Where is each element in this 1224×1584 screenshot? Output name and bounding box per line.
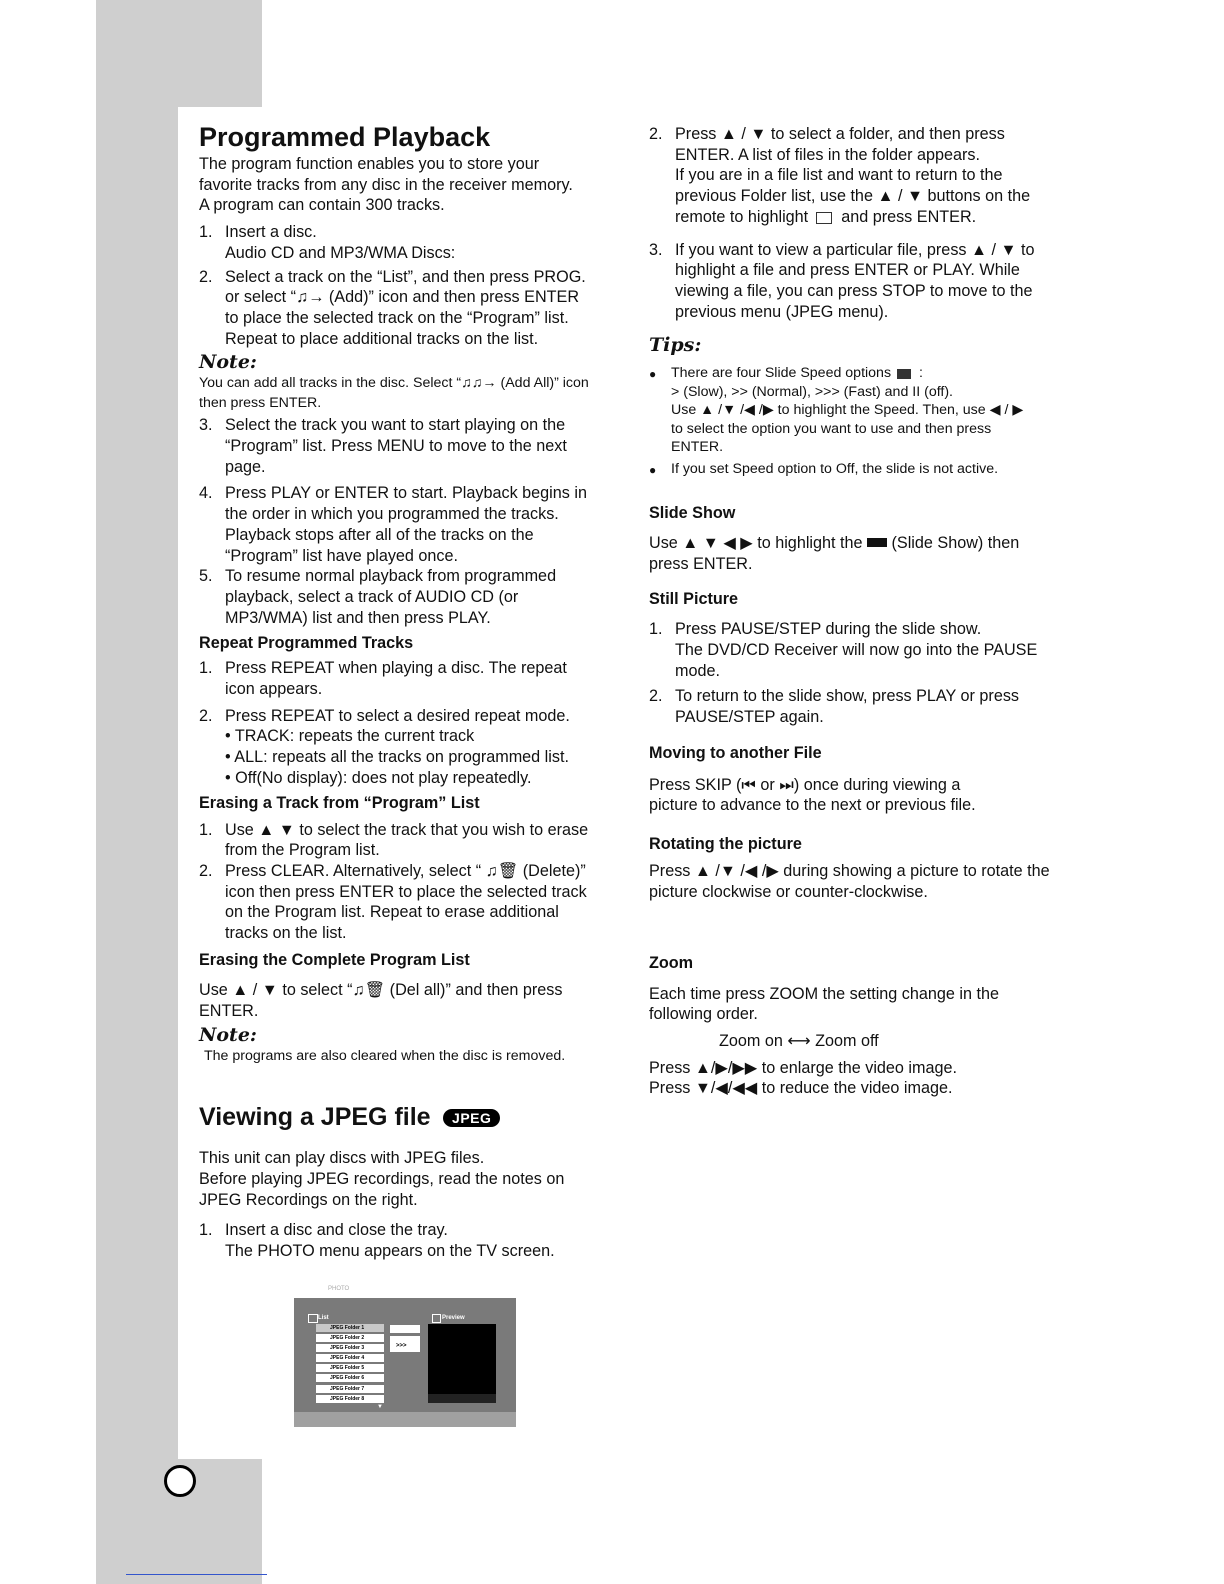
step-line: Select the track you want to start playing on the [225, 416, 566, 435]
step-line: highlight a file and press ENTER or PLAY. While [675, 261, 1020, 280]
body-line: press ENTER. [649, 554, 753, 573]
slide-show-icon [867, 538, 887, 547]
step-line: Press REPEAT when playing a disc. The repeat [225, 659, 567, 678]
jpeg-badge: JPEG [443, 1109, 500, 1127]
step-line: previous menu (JPEG menu). [675, 302, 889, 321]
step-number: 3. [199, 416, 213, 435]
speed-value: >>> [396, 1343, 407, 1349]
step-2 [199, 267, 619, 350]
step-line: Audio CD and MP3/WMA Discs: [225, 243, 456, 262]
body-line [649, 533, 1074, 554]
step-number: 2. [199, 861, 213, 880]
body-line: Press SKIP (⏮ or ⏭) once during viewing a [649, 775, 961, 794]
body-line: ENTER. [199, 1001, 259, 1020]
note-label: Note: [199, 351, 257, 374]
step-line: Press PLAY or ENTER to start. Playback begins in [225, 484, 587, 503]
step-line: • TRACK: repeats the current track [225, 727, 475, 746]
body-line: Before playing JPEG recordings, read the notes on [199, 1169, 565, 1188]
step-number: 4. [199, 484, 213, 503]
step-number: 1. [199, 223, 213, 242]
page-number-circle [164, 1465, 196, 1497]
step-line: tracks on the list. [225, 924, 347, 943]
left-column [199, 120, 619, 1262]
margin-band-top [96, 0, 262, 107]
erase-step-2 [199, 861, 619, 944]
step-line: Press REPEAT to select a desired repeat mode. [225, 706, 570, 725]
body-line: Use ▲ / ▼ to select “♫🗑 (Del all)” and then press [199, 980, 563, 999]
step-line: Select a track on the “List”, and then press PROG. [225, 267, 586, 286]
body-line: Press ▼/◀/◀◀ to reduce the video image. [649, 1079, 953, 1098]
preview-pane [428, 1324, 496, 1394]
still-step-2 [649, 686, 1074, 727]
subheading-moving-file: Moving to another File [649, 743, 822, 762]
note-line: The programs are also cleared when the disc is removed. [204, 1048, 566, 1065]
tip-1 [649, 364, 1074, 457]
tip-line: ENTER. [671, 439, 724, 456]
subheading-repeat: Repeat Programmed Tracks [199, 634, 414, 653]
step-4 [199, 483, 619, 566]
tip-line [671, 364, 1023, 383]
step-line [675, 207, 1074, 228]
note-label: Note: [199, 1024, 257, 1047]
tip-line: Use ▲ /▼ /◀ /▶ to highlight the Speed. Then, use ◀ / ▶ [671, 402, 1024, 419]
step-line: icon appears. [225, 680, 323, 699]
step-number: 2. [199, 706, 213, 725]
tips-label: Tips: [649, 334, 702, 357]
jpeg-intro [199, 1148, 619, 1210]
step-line: the order in which you programmed the tracks. [225, 505, 559, 524]
step-line: “Program” list have played once. [225, 546, 459, 565]
step-line: viewing a file, you can press STOP to move to the [675, 281, 1033, 300]
subheading-erase-all: Erasing the Complete Program List [199, 950, 470, 969]
subheading-zoom: Zoom [649, 953, 694, 972]
step-line-part: remote to highlight [675, 207, 809, 226]
right-column [649, 124, 1074, 1099]
jpeg-step-3 [649, 240, 1074, 323]
step-line: The PHOTO menu appears on the TV screen. [225, 1242, 555, 1261]
subheading-slide-show: Slide Show [649, 503, 736, 522]
section-title-jpeg: Viewing a JPEG file [199, 1103, 431, 1132]
step-number: 2. [649, 125, 663, 143]
step-line: Playback stops after all of the tracks on the [225, 525, 534, 544]
step-5 [199, 566, 619, 628]
step-line: To resume normal playback from programmed [225, 567, 557, 586]
list-item: JPEG Folder 4 [316, 1354, 384, 1362]
repeat-step-1 [199, 658, 619, 699]
jpeg-title-row [199, 1100, 619, 1134]
note-line: You can add all tracks in the disc. Select “♫♫→ (Add All)” icon [199, 375, 589, 392]
body-line: picture clockwise or counter-clockwise. [649, 882, 928, 901]
step-line: icon then press ENTER to place the selected track [225, 882, 587, 901]
body-line: Each time press ZOOM the setting change in the [649, 984, 999, 1003]
step-line: page. [225, 457, 266, 476]
body-line-part: Use ▲ ▼ ◀ ▶ to highlight the [649, 533, 863, 552]
subheading-still-picture: Still Picture [649, 590, 739, 609]
step-line: If you want to view a particular file, press ▲ / ▼ to [675, 240, 1035, 259]
preview-icon [432, 1314, 441, 1323]
step-line: Use ▲ ▼ to select the track that you wish to erase [225, 820, 589, 839]
body-line-part: (Slide Show) then [891, 533, 1020, 552]
menu-bottom-bar [294, 1412, 516, 1427]
step-line: previous Folder list, use the ▲ / ▼ buttons on the [675, 187, 1031, 206]
still-step-1 [649, 619, 1074, 681]
subheading-erase-track: Erasing a Track from “Program” List [199, 793, 480, 812]
step-line: • ALL: repeats all the tracks on programmed list. [225, 748, 569, 767]
body-line: Press ▲ /▼ /◀ /▶ during showing a picture to rotate the [649, 862, 1050, 881]
scroll-down-icon: ▼ [377, 1404, 383, 1410]
list-item: JPEG Folder 7 [316, 1385, 384, 1393]
tip-2 [649, 460, 1074, 480]
step-line: Press ▲ / ▼ to select a folder, and then press [675, 125, 1005, 143]
tip-line: to select the option you want to use and then press [671, 420, 992, 437]
speed-button [390, 1336, 420, 1352]
photo-menu-screenshot [294, 1298, 516, 1427]
bullet-icon: ● [649, 367, 657, 382]
zoom-order-line: Zoom on ⟷ Zoom off [719, 1031, 879, 1050]
bullet-icon: ● [649, 462, 657, 477]
step-number: 3. [649, 240, 663, 259]
step-line: to place the selected track on the “Program” list. [225, 308, 569, 327]
step-line: Press PAUSE/STEP during the slide show. [675, 620, 982, 639]
tip-line: > (Slow), >> (Normal), >>> (Fast) and II (off). [671, 383, 954, 400]
step-line: To return to the slide show, press PLAY or press [675, 687, 1020, 706]
tip-line: If you set Speed option to Off, the slide is not active. [671, 460, 999, 477]
step-line: mode. [675, 661, 720, 680]
step-number: 2. [199, 267, 213, 286]
intro-line: A program can contain 300 tracks. [199, 196, 445, 215]
step-line: Press CLEAR. Alternatively, select “ ♫🗑 (Delete)” [225, 861, 586, 880]
step-line: If you are in a file list and want to return to the [675, 166, 1003, 185]
body-line: following order. [649, 1005, 758, 1024]
step-line: • Off(No display): does not play repeatedly. [225, 768, 532, 787]
body-line: JPEG Recordings on the right. [199, 1190, 418, 1209]
body-line: Press ▲/▶/▶▶ to enlarge the video image. [649, 1058, 958, 1077]
list-header: List [318, 1315, 329, 1321]
intro-line: The program function enables you to store your [199, 155, 540, 173]
list-item: JPEG Folder 8 [316, 1395, 384, 1403]
step-line: Insert a disc. [225, 223, 317, 242]
folder-up-icon [816, 212, 832, 224]
step-1 [199, 222, 619, 263]
step-line: “Program” list. Press MENU to move to the next [225, 437, 567, 456]
list-item: JPEG Folder 1 [316, 1324, 384, 1332]
tip-line-part: There are four Slide Speed options [671, 365, 892, 382]
photo-menu-label: PHOTO [328, 1286, 350, 1292]
step-line-part: and press ENTER. [841, 207, 977, 226]
erase-step-1 [199, 820, 619, 861]
step-number: 5. [199, 567, 213, 586]
list-item: JPEG Folder 2 [316, 1334, 384, 1342]
step-line: on the Program list. Repeat to erase additional [225, 903, 559, 922]
subheading-rotating: Rotating the picture [649, 835, 802, 854]
tip-line-part: : [918, 365, 923, 382]
step-number: 1. [649, 620, 663, 639]
step-line: PAUSE/STEP again. [675, 708, 824, 727]
step-line: MP3/WMA) list and then press PLAY. [225, 608, 491, 627]
footer-rule [126, 1574, 267, 1575]
step-number: 1. [199, 820, 213, 839]
step-3 [199, 415, 619, 477]
body-line: This unit can play discs with JPEG files. [199, 1149, 485, 1168]
jpeg-step-2 [649, 124, 1074, 228]
step-number: 1. [199, 1221, 213, 1240]
margin-band-side [96, 107, 178, 1459]
preview-footer [428, 1394, 496, 1403]
step-line: The DVD/CD Receiver will now go into the PAUSE [675, 640, 1038, 659]
list-item: JPEG Folder 6 [316, 1374, 384, 1382]
step-line: ENTER. A list of files in the folder appears. [675, 145, 981, 164]
section-title-programmed-playback: Programmed Playback [199, 122, 491, 152]
step-line: from the Program list. [225, 841, 380, 860]
preview-header: Preview [442, 1315, 465, 1321]
list-item: JPEG Folder 3 [316, 1344, 384, 1352]
step-number: 2. [649, 687, 663, 706]
step-line: Repeat to place additional tracks on the list. [225, 329, 539, 348]
intro-line: favorite tracks from any disc in the receiver memory. [199, 175, 573, 194]
folder-list [316, 1324, 384, 1405]
folder-icon [308, 1314, 318, 1323]
step-line: Insert a disc and close the tray. [225, 1221, 448, 1240]
intro-paragraph [199, 154, 619, 216]
note-line: then press ENTER. [199, 395, 322, 412]
step-line: playback, select a track of AUDIO CD (or [225, 587, 519, 606]
slide-speed-icon [897, 369, 911, 379]
slide-show-button [390, 1325, 420, 1333]
jpeg-step-1 [199, 1220, 619, 1261]
repeat-step-2 [199, 706, 619, 789]
list-item: JPEG Folder 5 [316, 1364, 384, 1372]
step-number: 1. [199, 659, 213, 678]
step-line: or select “♫→ (Add)” icon and then press ENTER [225, 288, 580, 307]
body-line: picture to advance to the next or previous file. [649, 796, 976, 815]
